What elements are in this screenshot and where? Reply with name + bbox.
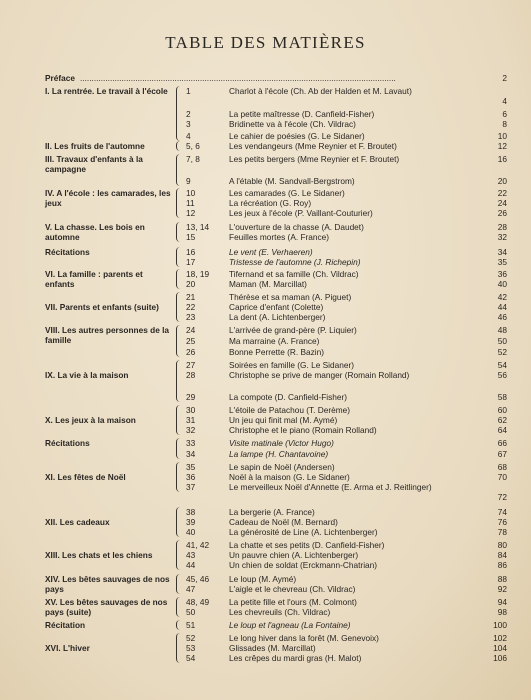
page-number: 84 <box>497 550 507 560</box>
lesson-title: L'étoile de Patachou (T. Derème) <box>229 405 351 415</box>
page-number: 22 <box>497 188 507 198</box>
lesson-title: Feuilles mortes (A. France) <box>229 232 330 242</box>
lesson-title: La dent (A. Lichtenberger) <box>229 312 326 322</box>
lesson-number: 3 <box>186 119 191 129</box>
section-brace <box>176 360 183 402</box>
section-title: XV. Les bêtes sauvages de nos pays (suite) <box>45 597 168 617</box>
page-number: 76 <box>497 517 507 527</box>
lesson-number: 35 <box>186 462 196 472</box>
section-brace <box>176 462 183 492</box>
lesson-number: 22 <box>186 302 196 312</box>
lesson-number: 16 <box>186 247 196 257</box>
lesson-number: 47 <box>186 584 196 594</box>
lesson-title: Le sapin de Noël (Andersen) <box>229 462 335 472</box>
lesson-number: 2 <box>186 109 191 119</box>
lesson-title: Les vendangeurs (Mme Reynier et F. Broutet) <box>229 141 397 151</box>
lesson-number: 52 <box>186 633 196 643</box>
lesson-number: 41, 42 <box>186 540 210 550</box>
section-brace <box>176 86 183 141</box>
page-number: 100 <box>493 620 507 630</box>
lesson-number: 34 <box>186 449 196 459</box>
page-number: 16 <box>497 154 507 164</box>
lesson-title: Le vent (E. Verhaeren) <box>229 247 313 257</box>
section-brace <box>176 188 183 218</box>
lesson-number: 28 <box>186 370 196 380</box>
section-brace <box>176 222 183 242</box>
page-number: 80 <box>497 540 507 550</box>
lesson-number: 5, 6 <box>186 141 200 151</box>
page-number: 92 <box>497 584 507 594</box>
lesson-title: Maman (M. Marcillat) <box>229 279 307 289</box>
page-number: 42 <box>497 292 507 302</box>
lesson-number: 7, 8 <box>186 154 200 164</box>
lesson-title: Christophe et le piano (Romain Rolland) <box>229 425 377 435</box>
lesson-number: 21 <box>186 292 196 302</box>
preface-page: 2 <box>502 73 507 83</box>
section-brace <box>176 438 183 459</box>
page-number: 62 <box>497 415 507 425</box>
section-brace <box>176 574 183 594</box>
lesson-number: 27 <box>186 360 196 370</box>
lesson-number: 33 <box>186 438 196 448</box>
lesson-title: Les camarades (G. Le Sidaner) <box>229 188 345 198</box>
section-title: VIII. Les autres personnes de la famille <box>45 325 170 345</box>
section-title: Récitations <box>45 247 90 257</box>
lesson-number: 26 <box>186 347 196 357</box>
lesson-title: Glissades (M. Marcillat) <box>229 643 316 653</box>
page-number: 60 <box>497 405 507 415</box>
lesson-number: 25 <box>186 336 196 346</box>
section-brace <box>176 247 183 267</box>
lesson-title: Bonne Perrette (R. Bazin) <box>229 347 324 357</box>
section-title: IV. A l'école : les camarades, les jeux <box>45 188 171 208</box>
lesson-title: Noël à la maison (G. Le Sidaner) <box>229 472 350 482</box>
lesson-number: 38 <box>186 507 196 517</box>
lesson-title: Un jeu qui finit mal (M. Aymé) <box>229 415 338 425</box>
section-title: XVI. L'hiver <box>45 643 90 653</box>
lesson-number: 13, 14 <box>186 222 210 232</box>
page-number: 40 <box>497 279 507 289</box>
lesson-number: 48, 49 <box>186 597 210 607</box>
lesson-number: 15 <box>186 232 196 242</box>
lesson-number: 31 <box>186 415 196 425</box>
section-title: VI. La famille : parents et enfants <box>45 269 143 289</box>
lesson-title: Christophe se prive de manger (Romain Rolland) <box>229 370 410 380</box>
section-brace <box>176 154 183 186</box>
lesson-title: Le cahier de poésies (G. Le Sidaner) <box>229 131 365 141</box>
section-title: XII. Les cadeaux <box>45 517 110 527</box>
lesson-number: 51 <box>186 620 196 630</box>
page-number: 10 <box>497 131 507 141</box>
section-brace <box>176 597 183 617</box>
lesson-number: 10 <box>186 188 196 198</box>
lesson-title: Cadeau de Noël (M. Bernard) <box>229 517 338 527</box>
lesson-number: 32 <box>186 425 196 435</box>
page-number: 54 <box>497 360 507 370</box>
section-title: I. La rentrée. Le travail à l'école <box>45 86 168 96</box>
lesson-number: 9 <box>186 176 191 186</box>
page-number: 88 <box>497 574 507 584</box>
page-number: 58 <box>497 392 507 402</box>
lesson-title: L'ouverture de la chasse (A. Daudet) <box>229 222 364 232</box>
page-number: 70 <box>497 472 507 482</box>
lesson-title: Un pauvre chien (A. Lichtenberger) <box>229 550 359 560</box>
page-number: 102 <box>493 633 507 643</box>
lesson-title: Le loup et l'agneau (La Fontaine) <box>229 620 351 630</box>
page-number: 24 <box>497 198 507 208</box>
lesson-title: Les chevreuils (Ch. Vildrac) <box>229 607 331 617</box>
lesson-title: La récréation (G. Roy) <box>229 198 312 208</box>
page-number: 67 <box>497 449 507 459</box>
lesson-title: La compote (D. Canfield-Fisher) <box>229 392 348 402</box>
lesson-title: La petite maîtresse (D. Canfield-Fisher) <box>229 109 375 119</box>
preface-row <box>0 73 531 85</box>
section-title: XI. Les fêtes de Noël <box>45 472 126 482</box>
lesson-number: 53 <box>186 643 196 653</box>
page-number: 94 <box>497 597 507 607</box>
lesson-title: Ma marraine (A. France) <box>229 336 320 346</box>
lesson-number: 54 <box>186 653 196 663</box>
section-brace <box>176 141 183 151</box>
section-title: V. La chasse. Les bois en automne <box>45 222 145 242</box>
page-number: 28 <box>497 222 507 232</box>
lesson-title: Les crêpes du mardi gras (H. Malot) <box>229 653 362 663</box>
lesson-title: La générosité de Line (A. Lichtenberger) <box>229 527 378 537</box>
lesson-number: 12 <box>186 208 196 218</box>
lesson-title: Caprice d'enfant (Colette) <box>229 302 324 312</box>
lesson-number: 23 <box>186 312 196 322</box>
section-title: III. Travaux d'enfants à la campagne <box>45 154 143 174</box>
lesson-number: 30 <box>186 405 196 415</box>
section-brace <box>176 620 183 630</box>
section-brace <box>176 405 183 435</box>
section-title: II. Les fruits de l'automne <box>45 141 145 151</box>
lesson-title: Tifernand et sa famille (Ch. Vildrac) <box>229 269 359 279</box>
preface-leader-dots: ......................................................................................................................................... <box>80 73 396 83</box>
lesson-title: Bridinette va à l'école (Ch. Vildrac) <box>229 119 356 129</box>
lesson-number: 11 <box>186 198 195 208</box>
lesson-number: 4 <box>186 131 191 141</box>
section-title: X. Les jeux à la maison <box>45 415 136 425</box>
lesson-number: 20 <box>186 279 196 289</box>
lesson-title: Le long hiver dans la forêt (M. Genevoix) <box>229 633 379 643</box>
lesson-title: Un chien de soldat (Erckmann-Chatrian) <box>229 560 378 570</box>
lesson-number: 24 <box>186 325 196 335</box>
lesson-title: Les jeux à l'école (P. Vaillant-Couturier) <box>229 208 373 218</box>
lesson-title: Visite matinale (Victor Hugo) <box>229 438 334 448</box>
section-title: VII. Parents et enfants (suite) <box>45 302 159 312</box>
page-number: 74 <box>497 507 507 517</box>
page-number: 72 <box>497 492 507 502</box>
section-brace <box>176 269 183 289</box>
page-number: 44 <box>497 302 507 312</box>
page-number: 35 <box>497 257 507 267</box>
page-number: 78 <box>497 527 507 537</box>
lesson-number: 39 <box>186 517 196 527</box>
lesson-number: 17 <box>186 257 196 267</box>
lesson-title: L'arrivée de grand-père (P. Liquier) <box>229 325 357 335</box>
page-number: 36 <box>497 269 507 279</box>
lesson-title: A l'étable (M. Sandvall-Bergstrom) <box>229 176 355 186</box>
lesson-number: 43 <box>186 550 196 560</box>
lesson-number: 40 <box>186 527 196 537</box>
lesson-number: 29 <box>186 392 196 402</box>
page-number: 64 <box>497 425 507 435</box>
lesson-title: Les petits bergers (Mme Reynier et F. Broutet) <box>229 154 400 164</box>
preface-label: Préface <box>45 73 75 83</box>
lesson-number: 44 <box>186 560 196 570</box>
lesson-title: La chatte et ses petits (D. Canfield-Fisher) <box>229 540 385 550</box>
lesson-number: 37 <box>186 482 196 492</box>
lesson-title: Soirées en famille (G. Le Sidaner) <box>229 360 354 370</box>
page-number: 50 <box>497 336 507 346</box>
lesson-number: 1 <box>186 86 191 96</box>
page-number: 104 <box>493 643 507 653</box>
section-title: IX. La vie à la maison <box>45 370 129 380</box>
page-number: 86 <box>497 560 507 570</box>
lesson-title: Charlot à l'école (Ch. Ab der Halden et M. Lavaut) <box>229 86 412 96</box>
lesson-number: 50 <box>186 607 196 617</box>
lesson-title: La lampe (H. Chantavoine) <box>229 449 329 459</box>
page-number: 46 <box>497 312 507 322</box>
page-number: 20 <box>497 176 507 186</box>
lesson-title: Le loup (M. Aymé) <box>229 574 297 584</box>
lesson-title: Thérèse et sa maman (A. Piguet) <box>229 292 352 302</box>
page-number: 26 <box>497 208 507 218</box>
lesson-title: La bergerie (A. France) <box>229 507 315 517</box>
section-title: XIII. Les chats et les chiens <box>45 550 153 560</box>
section-brace <box>176 633 183 663</box>
section-title: Récitations <box>45 438 90 448</box>
page-number: 56 <box>497 370 507 380</box>
section-brace <box>176 540 183 570</box>
page-number: 98 <box>497 607 507 617</box>
section-brace <box>176 325 183 357</box>
section-title: Récitation <box>45 620 86 630</box>
page-number: 12 <box>497 141 507 151</box>
page-number: 66 <box>497 438 507 448</box>
lesson-title: L'aigle et le chevreau (Ch. Vildrac) <box>229 584 356 594</box>
lesson-number: 36 <box>186 472 196 482</box>
lesson-title: Le merveilleux Noël d'Annette (E. Arma et J. Reitlinger) <box>229 482 432 492</box>
page-number: 8 <box>502 119 507 129</box>
lesson-title: Tristesse de l'automne (J. Richepin) <box>229 257 361 267</box>
page-number: 106 <box>493 653 507 663</box>
page-number: 6 <box>502 109 507 119</box>
section-title: XIV. Les bêtes sauvages de nos pays <box>45 574 170 594</box>
page-number: 52 <box>497 347 507 357</box>
page-number: 68 <box>497 462 507 472</box>
page-number: 48 <box>497 325 507 335</box>
lesson-number: 45, 46 <box>186 574 210 584</box>
section-brace <box>176 507 183 537</box>
page-number: 34 <box>497 247 507 257</box>
section-brace <box>176 292 183 322</box>
lesson-number: 18, 19 <box>186 269 210 279</box>
page-number: 4 <box>502 96 507 106</box>
page-title: TABLE DES MATIÈRES <box>165 33 366 52</box>
lesson-title: La petite fille et l'ours (M. Colmont) <box>229 597 357 607</box>
page-number: 32 <box>497 232 507 242</box>
